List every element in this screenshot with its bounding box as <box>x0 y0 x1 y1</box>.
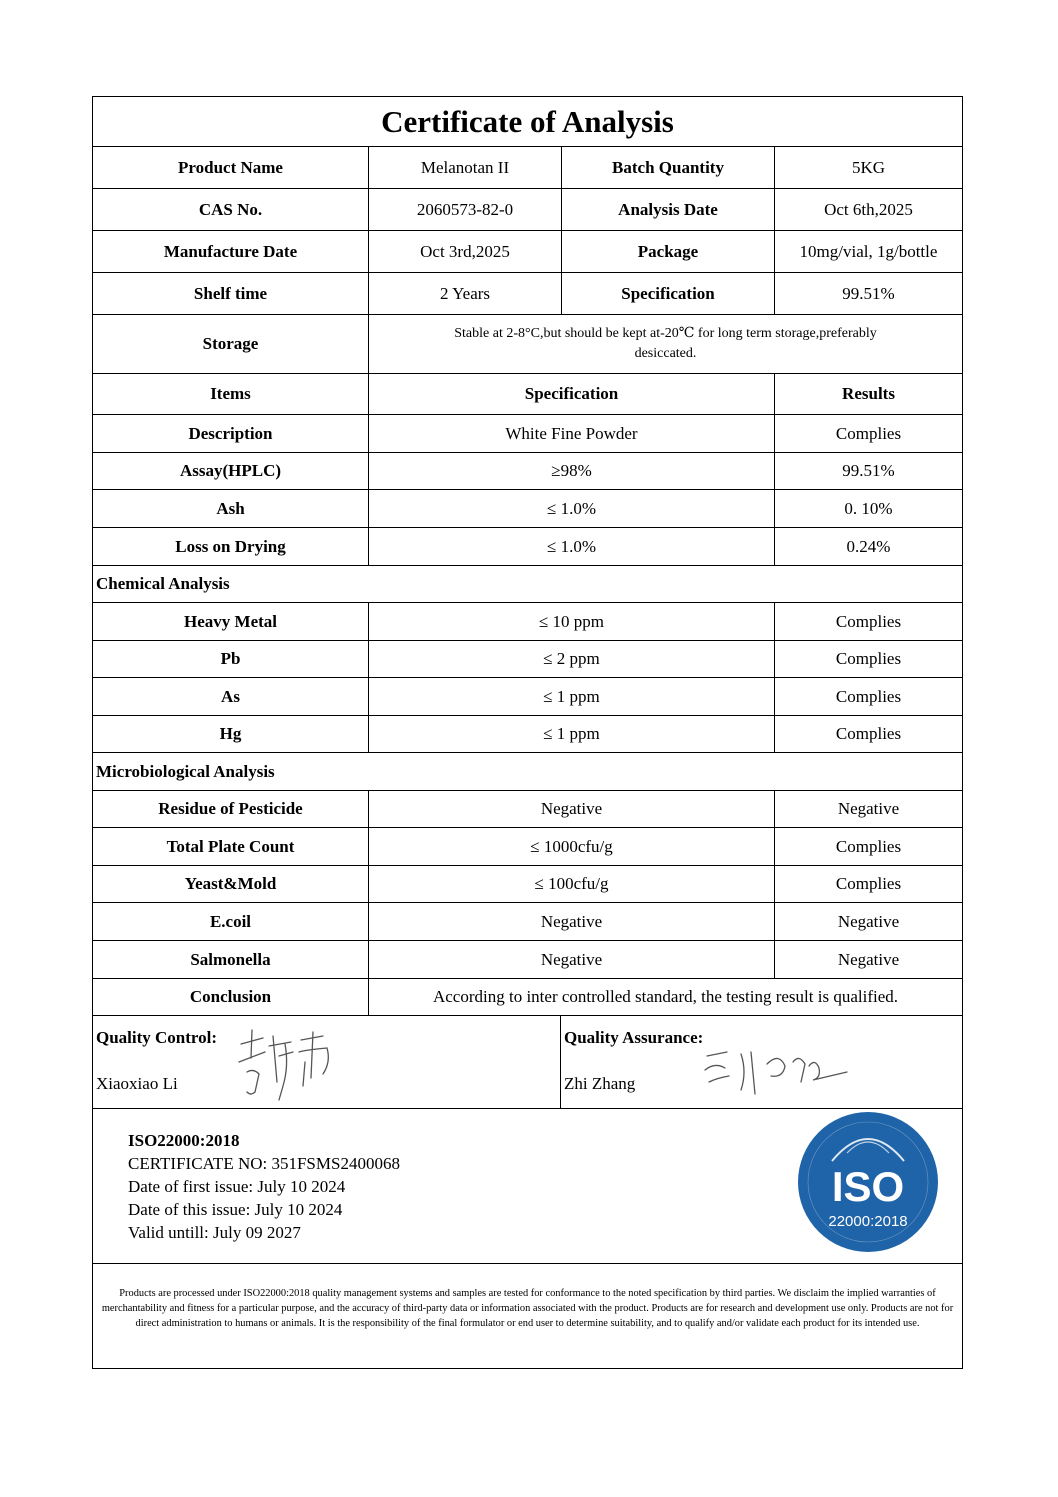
iso-standard: ISO22000:2018 <box>128 1131 240 1150</box>
table-row <box>93 866 962 903</box>
table-row <box>93 641 962 678</box>
cas-no-label: CAS No. <box>198 199 263 219</box>
disclaimer-text: Products are processed under ISO22000:2018 quality management systems and samples are tested for conformance to the noted specification by third parties. We disclaim the implied warranties of merchantability and fitness for a particular purpose, and the accuracy of third-party data or information associated with the product. Products are for research and development use only. Products are not for direct administration to humans or animals. It is the responsibility of the final formulator or end user to determine suitability, and to qualify and/or validate each product for its intended use. <box>101 1288 954 1329</box>
storage-row <box>93 315 962 374</box>
test-spec: ≤ 2 ppm <box>368 641 774 677</box>
items-header: Items <box>210 384 251 403</box>
product-info-row <box>93 231 962 273</box>
test-item: Description <box>188 423 273 443</box>
cas-no-value: 2060573-82-0 <box>368 189 561 230</box>
test-spec: ≤ 10 ppm <box>368 603 774 640</box>
product-name-label: Product Name <box>178 157 283 177</box>
table-row <box>93 603 962 641</box>
test-result: Negative <box>774 941 962 978</box>
table-row <box>93 941 962 979</box>
test-result: Complies <box>774 866 962 902</box>
table-row <box>93 791 962 828</box>
iso-badge-icon <box>797 1111 939 1253</box>
specification-header: Specification <box>368 374 774 414</box>
shelf-time-label: Shelf time <box>193 283 268 303</box>
quality-assurance-name: Zhi Zhang <box>564 1074 636 1093</box>
test-result: Complies <box>774 415 962 452</box>
test-result: Complies <box>774 716 962 752</box>
storage-label: Storage <box>202 334 259 353</box>
test-result: 99.51% <box>774 453 962 489</box>
conclusion-value: According to inter controlled standard, the testing result is qualified. <box>368 979 962 1015</box>
conclusion-row <box>93 979 962 1016</box>
test-item: Residue of Pesticide <box>158 799 303 818</box>
qa-signature-icon <box>701 1042 861 1102</box>
quality-control-label: Quality Control: <box>96 1028 218 1047</box>
table-row <box>93 903 962 941</box>
test-item: As <box>221 686 240 706</box>
test-result: 0.24% <box>774 528 962 565</box>
test-item: E.coil <box>209 911 252 931</box>
table-row <box>93 415 962 453</box>
package-label: Package <box>561 231 774 272</box>
certificate-page <box>92 96 963 1369</box>
product-info-row <box>93 189 962 231</box>
batch-quantity-value: 5KG <box>774 147 962 188</box>
test-result: 0. 10% <box>774 490 962 527</box>
table-row <box>93 453 962 490</box>
analysis-date-value: Oct 6th,2025 <box>774 189 962 230</box>
test-item: Assay(HPLC) <box>179 461 282 480</box>
test-item: Salmonella <box>190 949 271 969</box>
iso-badge-main: ISO <box>831 1163 905 1210</box>
quality-assurance-block <box>560 1016 962 1108</box>
microbiological-analysis-title: Microbiological Analysis <box>96 761 275 781</box>
package-value: 10mg/vial, 1g/bottle <box>774 231 962 272</box>
test-item: Heavy Metal <box>184 611 277 631</box>
test-spec: ≤ 1000cfu/g <box>368 828 774 865</box>
manufacture-date-label: Manufacture Date <box>163 241 298 261</box>
certificate-title: Certificate of Analysis <box>381 103 674 139</box>
iso-badge-sub: 22000:2018 <box>828 1213 908 1230</box>
shelf-time-value: 2 Years <box>368 273 561 314</box>
specification-label: Specification <box>561 273 774 314</box>
iso-valid-until: Valid untill: July 09 2027 <box>128 1223 301 1242</box>
test-spec: ≥98% <box>368 453 774 489</box>
iso-first-issue: Date of first issue: July 10 2024 <box>128 1177 346 1196</box>
test-spec: ≤ 1 ppm <box>368 678 774 715</box>
iso-certificate-no: CERTIFICATE NO: 351FSMS2400068 <box>128 1154 400 1173</box>
test-spec: White Fine Powder <box>368 415 774 452</box>
test-result: Complies <box>774 828 962 865</box>
product-info-row <box>93 147 962 189</box>
test-spec: ≤ 1 ppm <box>368 716 774 752</box>
test-spec: ≤ 1.0% <box>368 528 774 565</box>
chemical-analysis-title: Chemical Analysis <box>96 574 230 593</box>
product-name-value: Melanotan II <box>368 147 561 188</box>
table-row <box>93 678 962 716</box>
test-result: Negative <box>774 791 962 827</box>
tests-header-row <box>93 374 962 415</box>
test-result: Negative <box>774 903 962 940</box>
table-row <box>93 828 962 866</box>
test-item: Yeast&Mold <box>184 874 277 893</box>
storage-value: Stable at 2-8°C,but should be kept at-20℃ for long term storage,preferably desiccated. <box>368 315 962 373</box>
test-spec: Negative <box>368 903 774 940</box>
manufacture-date-value: Oct 3rd,2025 <box>368 231 561 272</box>
test-spec: ≤ 1.0% <box>368 490 774 527</box>
test-spec: Negative <box>368 941 774 978</box>
quality-control-block <box>93 1016 560 1108</box>
qc-signature-icon <box>233 1022 343 1104</box>
test-spec: Negative <box>368 791 774 827</box>
title-row <box>93 97 962 147</box>
test-spec: ≤ 100cfu/g <box>368 866 774 902</box>
test-result: Complies <box>774 678 962 715</box>
iso-details <box>128 1129 400 1244</box>
batch-quantity-label: Batch Quantity <box>561 147 774 188</box>
test-result: Complies <box>774 603 962 640</box>
test-item: Total Plate Count <box>166 836 295 856</box>
table-row <box>93 528 962 566</box>
specification-value: 99.51% <box>774 273 962 314</box>
test-item: Pb <box>220 649 241 668</box>
product-info-row <box>93 273 962 315</box>
section-row <box>93 753 962 791</box>
quality-assurance-label: Quality Assurance: <box>564 1028 704 1047</box>
iso-this-issue: Date of this issue: July 10 2024 <box>128 1200 343 1219</box>
test-result: Complies <box>774 641 962 677</box>
section-row <box>93 566 962 603</box>
results-header: Results <box>774 374 962 414</box>
test-item: Ash <box>216 498 245 518</box>
test-item: Hg <box>219 724 242 743</box>
quality-control-name: Xiaoxiao Li <box>96 1074 178 1093</box>
table-row <box>93 490 962 528</box>
analysis-date-label: Analysis Date <box>561 189 774 230</box>
signature-row <box>93 1016 962 1109</box>
table-row <box>93 716 962 753</box>
test-item: Loss on Drying <box>175 536 286 556</box>
iso-certificate-block <box>93 1109 962 1264</box>
conclusion-label: Conclusion <box>189 987 272 1006</box>
